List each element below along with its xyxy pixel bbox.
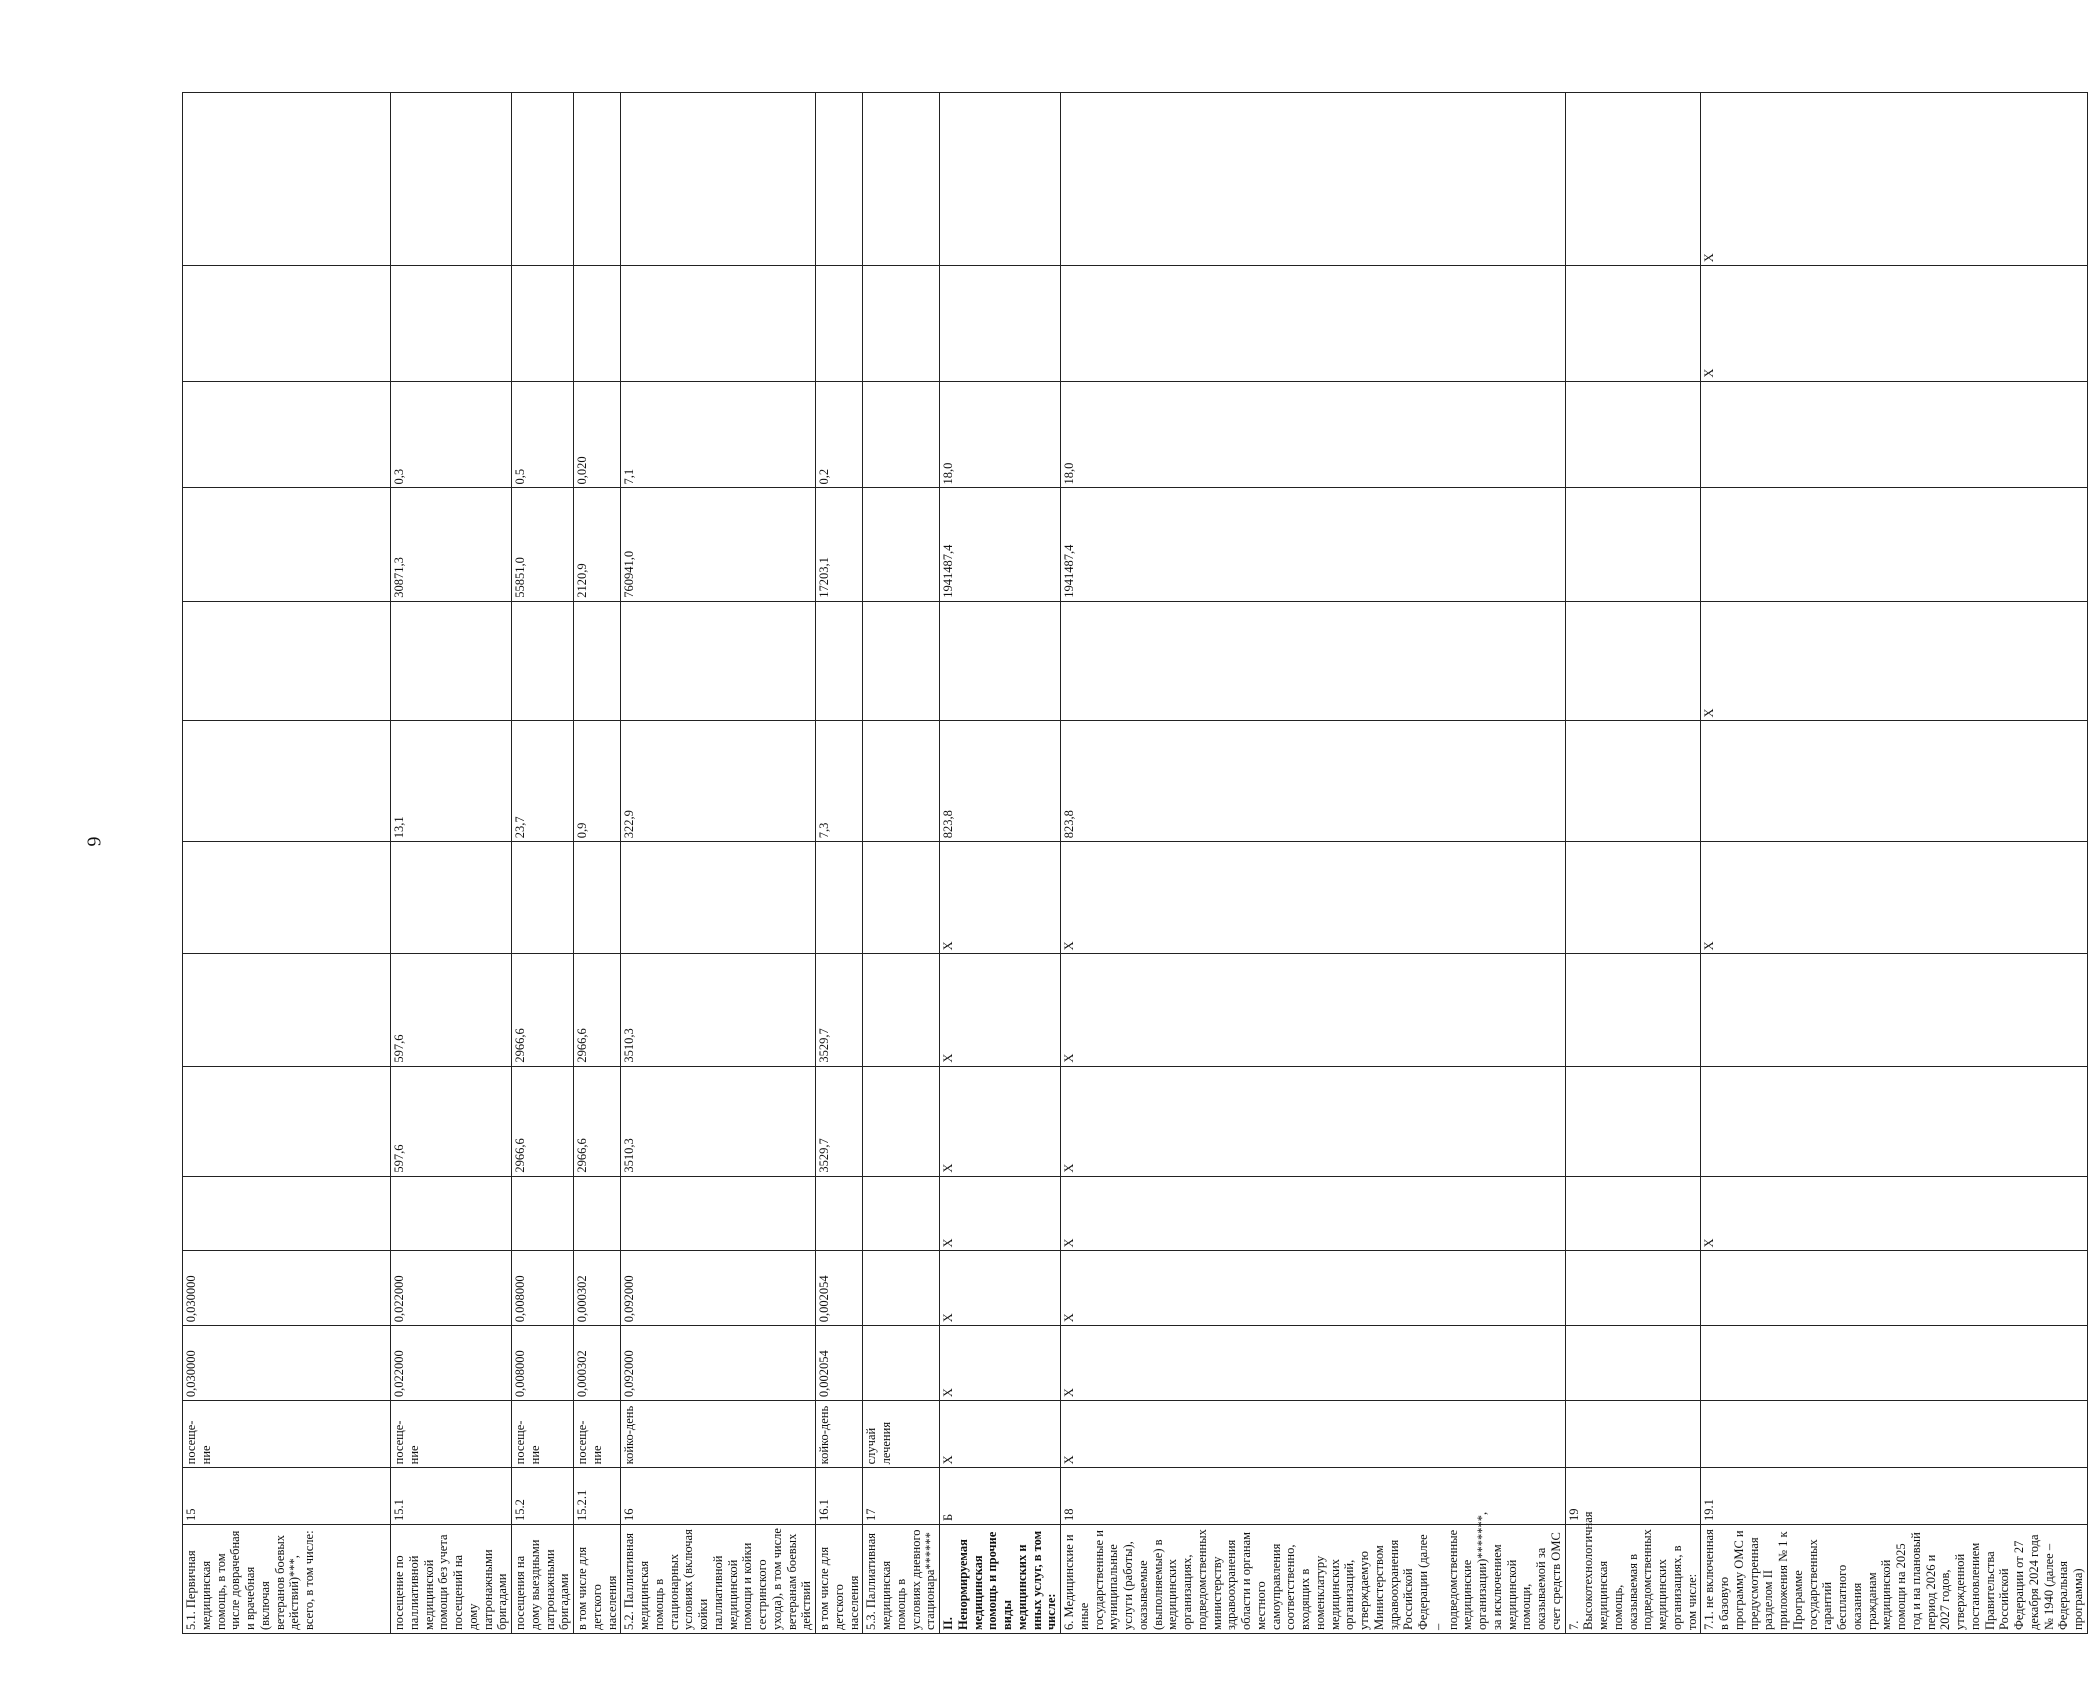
value-cell bbox=[940, 266, 1061, 381]
value-cell bbox=[816, 266, 863, 381]
value-cell: 0,3 bbox=[391, 381, 512, 488]
value-cell bbox=[816, 93, 863, 266]
financing-table bbox=[182, 92, 2088, 1634]
value-cell: 823,8 bbox=[940, 721, 1061, 842]
value-cell bbox=[183, 93, 391, 266]
value-cell bbox=[1701, 721, 2088, 842]
row-name-cell: II. Ненормируемая медицинская помощь и прочие виды медицинских и иных услуг, в том числе: bbox=[940, 1525, 1061, 1634]
value-cell: 597,6 bbox=[391, 954, 512, 1066]
unit-cell: койко-день bbox=[816, 1401, 863, 1468]
value-cell: Х bbox=[1061, 1176, 1566, 1251]
value-cell: 0,000302 bbox=[574, 1251, 621, 1326]
value-cell: 0,008000 bbox=[512, 1251, 574, 1326]
table-row bbox=[863, 93, 940, 1634]
row-name-cell: 7.1. не включенная в базовую программу ОМС и предусмотренная разделом II приложения № 1 к Программе государственных гарантий бесплатного оказания гражданам медицинской помощи на 2025 год и на плановый период 2026 и 2027 годов, утвержденной постановлением Правительства Российской Федерации от 27 декабря 2024 года № 1940 (далее – Федеральная программа) bbox=[1701, 1525, 2088, 1634]
value-cell: 13,1 bbox=[391, 721, 512, 842]
row-name-cell: 6. Медицинские и иные государственные и муниципальные услуги (работы), оказываемые (выполняемые) в медицинских организациях, подведомственных министерству здравоохранения области и органам местного самоуправления соответственно, входящих в номенклатуру медицинских организаций, утверждаемую Министерством здравоохранения Российской Федерации (далее – подведомственные медицинские организации)*******, за исключением медицинской помощи, оказываемой за счет средств ОМС bbox=[1061, 1525, 1566, 1634]
value-cell bbox=[391, 601, 512, 721]
table-row bbox=[391, 93, 512, 1634]
value-cell bbox=[940, 601, 1061, 721]
value-cell: 30871,3 bbox=[391, 488, 512, 601]
value-cell: Х bbox=[940, 842, 1061, 954]
row-number-cell: 16.1 bbox=[816, 1468, 863, 1525]
value-cell bbox=[863, 601, 940, 721]
page-number: 6 bbox=[82, 836, 105, 847]
unit-cell: Х bbox=[1061, 1401, 1566, 1468]
value-cell bbox=[863, 721, 940, 842]
table-row bbox=[512, 93, 574, 1634]
value-cell bbox=[816, 1176, 863, 1251]
value-cell: 3529,7 bbox=[816, 954, 863, 1066]
value-cell bbox=[863, 93, 940, 266]
row-number-cell: 19.1 bbox=[1701, 1468, 2088, 1525]
value-cell bbox=[1565, 488, 1701, 601]
value-cell bbox=[621, 1176, 816, 1251]
value-cell bbox=[621, 266, 816, 381]
value-cell: 760941,0 bbox=[621, 488, 816, 601]
value-cell: 0,002054 bbox=[816, 1251, 863, 1326]
value-cell: Х bbox=[940, 1176, 1061, 1251]
unit-cell: посеще-ние bbox=[574, 1401, 621, 1468]
value-cell bbox=[1565, 954, 1701, 1066]
value-cell bbox=[574, 266, 621, 381]
value-cell bbox=[816, 842, 863, 954]
value-cell bbox=[863, 1326, 940, 1401]
value-cell: 7,1 bbox=[621, 381, 816, 488]
value-cell bbox=[1565, 381, 1701, 488]
value-cell bbox=[391, 93, 512, 266]
value-cell bbox=[863, 842, 940, 954]
value-cell: 2966,6 bbox=[574, 1066, 621, 1176]
unit-cell: случай лечения bbox=[863, 1401, 940, 1468]
unit-cell: посеще-ние bbox=[391, 1401, 512, 1468]
unit-cell: посеще-ние bbox=[512, 1401, 574, 1468]
value-cell: Х bbox=[1701, 842, 2088, 954]
value-cell bbox=[621, 93, 816, 266]
row-name-cell: в том числе для детского населения bbox=[816, 1525, 863, 1634]
row-name-cell: посещение по паллиативной медицинской помощи без учета посещений на дому патронажными бригадами bbox=[391, 1525, 512, 1634]
value-cell bbox=[574, 1176, 621, 1251]
value-cell: Х bbox=[940, 1251, 1061, 1326]
value-cell bbox=[1701, 488, 2088, 601]
value-cell: 0,9 bbox=[574, 721, 621, 842]
value-cell bbox=[863, 1176, 940, 1251]
value-cell bbox=[863, 954, 940, 1066]
row-number-cell: 19 bbox=[1565, 1468, 1701, 1525]
value-cell: 17203,1 bbox=[816, 488, 863, 601]
value-cell: 597,6 bbox=[391, 1066, 512, 1176]
value-cell: 0,008000 bbox=[512, 1326, 574, 1401]
value-cell bbox=[183, 1066, 391, 1176]
value-cell: 3510,3 bbox=[621, 954, 816, 1066]
value-cell bbox=[1565, 266, 1701, 381]
value-cell bbox=[621, 601, 816, 721]
value-cell: 0,022000 bbox=[391, 1251, 512, 1326]
table-row bbox=[1061, 93, 1566, 1634]
value-cell bbox=[391, 1176, 512, 1251]
value-cell bbox=[1565, 601, 1701, 721]
value-cell bbox=[574, 842, 621, 954]
value-cell: Х bbox=[1701, 266, 2088, 381]
value-cell: Х bbox=[1061, 1326, 1566, 1401]
value-cell: Х bbox=[1061, 842, 1566, 954]
value-cell: Х bbox=[1061, 1251, 1566, 1326]
value-cell: Х bbox=[1701, 601, 2088, 721]
value-cell: Х bbox=[940, 1326, 1061, 1401]
unit-cell bbox=[1701, 1401, 2088, 1468]
value-cell bbox=[1565, 1251, 1701, 1326]
value-cell: 0,030000 bbox=[183, 1251, 391, 1326]
row-number-cell: 15 bbox=[183, 1468, 391, 1525]
value-cell bbox=[512, 266, 574, 381]
value-cell bbox=[1565, 842, 1701, 954]
row-number-cell: 18 bbox=[1061, 1468, 1566, 1525]
value-cell: 0,092000 bbox=[621, 1326, 816, 1401]
table-row bbox=[940, 93, 1061, 1634]
value-cell: 0,2 bbox=[816, 381, 863, 488]
value-cell bbox=[391, 266, 512, 381]
table-row bbox=[1701, 93, 2088, 1634]
row-name-cell: 5.3. Паллиативная медицинская помощь в условиях дневного стационара****** bbox=[863, 1525, 940, 1634]
value-cell bbox=[512, 93, 574, 266]
row-number-cell: 15.1 bbox=[391, 1468, 512, 1525]
value-cell: 18,0 bbox=[940, 381, 1061, 488]
table-row bbox=[574, 93, 621, 1634]
value-cell: 0,030000 bbox=[183, 1326, 391, 1401]
value-cell bbox=[183, 601, 391, 721]
value-cell: 0,002054 bbox=[816, 1326, 863, 1401]
value-cell: Х bbox=[1061, 954, 1566, 1066]
value-cell: 0,022000 bbox=[391, 1326, 512, 1401]
value-cell: Х bbox=[1701, 1176, 2088, 1251]
value-cell bbox=[863, 488, 940, 601]
value-cell bbox=[512, 1176, 574, 1251]
value-cell bbox=[1565, 1326, 1701, 1401]
value-cell: 23,7 bbox=[512, 721, 574, 842]
value-cell: 0,5 bbox=[512, 381, 574, 488]
rotated-table-container bbox=[182, 92, 2085, 1634]
table-row bbox=[621, 93, 816, 1634]
value-cell bbox=[512, 842, 574, 954]
row-name-cell: 7. Высокотехнологичная медицинская помощь, оказываемая в подведомственных медицинских организациях, в том числе: bbox=[1565, 1525, 1701, 1634]
value-cell: 7,3 bbox=[816, 721, 863, 842]
row-number-cell: Б bbox=[940, 1468, 1061, 1525]
value-cell bbox=[1061, 93, 1566, 266]
value-cell bbox=[512, 601, 574, 721]
value-cell: Х bbox=[1061, 1066, 1566, 1176]
row-name-cell: посещения на дому выездными патронажными бригадами bbox=[512, 1525, 574, 1634]
unit-cell bbox=[1565, 1401, 1701, 1468]
value-cell bbox=[391, 842, 512, 954]
value-cell: 322,9 bbox=[621, 721, 816, 842]
row-name-cell: 5.2. Паллиативная медицинская помощь в стационарных условиях (включая койки паллиативной медицинской помощи и койки сестринского ухода), в том числе ветеранам боевых действий bbox=[621, 1525, 816, 1634]
value-cell bbox=[863, 381, 940, 488]
value-cell bbox=[1565, 1176, 1701, 1251]
value-cell: 2120,9 bbox=[574, 488, 621, 601]
value-cell bbox=[574, 601, 621, 721]
value-cell: Х bbox=[1701, 93, 2088, 266]
value-cell bbox=[1565, 721, 1701, 842]
row-name-cell: в том числе для детского населения bbox=[574, 1525, 621, 1634]
value-cell bbox=[863, 1251, 940, 1326]
value-cell bbox=[183, 266, 391, 381]
value-cell bbox=[1701, 381, 2088, 488]
value-cell bbox=[183, 488, 391, 601]
value-cell bbox=[816, 601, 863, 721]
unit-cell: Х bbox=[940, 1401, 1061, 1468]
value-cell: 3510,3 bbox=[621, 1066, 816, 1176]
value-cell: 2966,6 bbox=[512, 954, 574, 1066]
value-cell bbox=[1565, 93, 1701, 266]
value-cell bbox=[863, 1066, 940, 1176]
value-cell: 18,0 bbox=[1061, 381, 1566, 488]
unit-cell: койко-день bbox=[621, 1401, 816, 1468]
value-cell bbox=[940, 93, 1061, 266]
row-number-cell: 15.2 bbox=[512, 1468, 574, 1525]
row-name-cell: 5.1. Первичная медицинская помощь, в том числе доврачебная и врачебная (включая ветеранов боевых действий)***, всего, в том числе: bbox=[183, 1525, 391, 1634]
value-cell bbox=[1701, 1066, 2088, 1176]
value-cell bbox=[183, 954, 391, 1066]
table-row bbox=[183, 93, 391, 1634]
value-cell bbox=[621, 842, 816, 954]
value-cell bbox=[183, 381, 391, 488]
value-cell bbox=[1701, 1251, 2088, 1326]
value-cell: 0,092000 bbox=[621, 1251, 816, 1326]
value-cell bbox=[183, 721, 391, 842]
value-cell: 0,020 bbox=[574, 381, 621, 488]
row-number-cell: 16 bbox=[621, 1468, 816, 1525]
value-cell bbox=[863, 266, 940, 381]
value-cell bbox=[1565, 1066, 1701, 1176]
row-number-cell: 17 bbox=[863, 1468, 940, 1525]
value-cell bbox=[1061, 601, 1566, 721]
value-cell bbox=[183, 842, 391, 954]
value-cell: 1941487,4 bbox=[1061, 488, 1566, 601]
value-cell: 2966,6 bbox=[512, 1066, 574, 1176]
value-cell: 3529,7 bbox=[816, 1066, 863, 1176]
value-cell bbox=[1701, 1326, 2088, 1401]
value-cell bbox=[574, 93, 621, 266]
row-number-cell: 15.2.1 bbox=[574, 1468, 621, 1525]
value-cell: 55851,0 bbox=[512, 488, 574, 601]
value-cell: 1941487,4 bbox=[940, 488, 1061, 601]
value-cell bbox=[183, 1176, 391, 1251]
value-cell: 0,000302 bbox=[574, 1326, 621, 1401]
value-cell bbox=[1701, 954, 2088, 1066]
value-cell: Х bbox=[940, 1066, 1061, 1176]
unit-cell: посеще-ние bbox=[183, 1401, 391, 1468]
value-cell: 823,8 bbox=[1061, 721, 1566, 842]
value-cell bbox=[1061, 266, 1566, 381]
value-cell: 2966,6 bbox=[574, 954, 621, 1066]
table-row bbox=[816, 93, 863, 1634]
value-cell: Х bbox=[940, 954, 1061, 1066]
table-row bbox=[1565, 93, 1701, 1634]
